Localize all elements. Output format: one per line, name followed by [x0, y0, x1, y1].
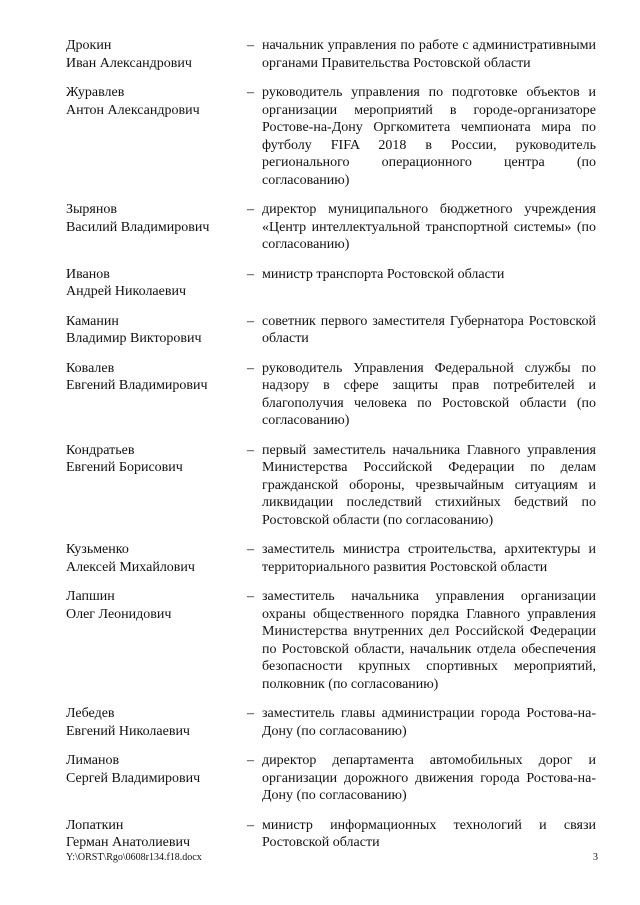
member-name — [66, 588, 244, 623]
dash-separator: – — [247, 266, 254, 282]
member-position: министр транспорта Ростовской области — [262, 266, 505, 282]
member-given-name: Антон Александрович — [66, 102, 200, 118]
member-name — [66, 752, 244, 787]
dash-separator: – — [247, 542, 254, 557]
dash-separator: – — [247, 442, 254, 458]
member-name — [66, 37, 244, 72]
member-surname: Лебедев — [66, 706, 115, 721]
member-surname: Кузьменко — [66, 542, 129, 557]
member-surname: Лиманов — [66, 753, 120, 768]
member-position: заместитель министра строительства, архитектуры и территориального развития Ростовской области — [262, 542, 596, 575]
member-surname: Журавлев — [66, 85, 125, 100]
member-entry-kovalev — [66, 360, 596, 430]
member-position: начальник управления по работе с административными органами Правительства Ростовской области — [262, 38, 596, 71]
dash-separator: – — [247, 38, 254, 53]
dash-separator: – — [247, 753, 254, 768]
member-position: министр информационных технологий и связи Ростовской области — [262, 817, 596, 850]
member-list — [66, 37, 596, 852]
member-position: руководитель Управления Федеральной службы по надзору в сфере защиты прав потребителей и благополучия человека по Ростовской области (по согласованию) — [262, 360, 596, 428]
member-given-name: Евгений Николаевич — [66, 723, 190, 739]
footer-file-path: Y:\ORST\Rgo\0608r134.f18.docx — [66, 852, 202, 863]
member-surname: Ковалев — [66, 360, 115, 376]
member-entry-lebedev — [66, 705, 596, 740]
member-position: директор муниципального бюджетного учреждения «Центр интеллектуальной транспортной системы» (по согласованию) — [262, 202, 596, 252]
member-entry-kondratyev — [66, 442, 596, 530]
member-name — [66, 266, 244, 301]
member-given-name: Герман Анатолиевич — [66, 835, 191, 850]
member-position: руководитель управления по подготовке объектов и организации мероприятий в городе-организаторе Ростове-на-Дону Оргкомитета чемпионата мира по футболу FIFA 2018 в России, руководитель регионального операционного центра (по согласованию) — [262, 85, 596, 188]
member-name — [66, 705, 244, 740]
member-position: заместитель начальника управления организации охраны общественного порядка Главного управления Министерства внутренних дел Российской Федерации по Ростовской области, начальник отдела обеспечения безопасности крупных спортивных мероприятий, полковник (по согласованию) — [262, 589, 596, 692]
member-entry-lopatkin — [66, 817, 596, 852]
dash-separator: – — [247, 817, 254, 833]
member-position: первый заместитель начальника Главного управления Министерства Российской Федерации по делам гражданской обороны, чрезвычайным ситуациям и ликвидации последствий стихийных бедствий по Ростовской области (по согласованию) — [262, 442, 596, 528]
member-entry-zyryanov — [66, 201, 596, 254]
member-surname: Иванов — [66, 266, 110, 282]
member-given-name: Андрей Николаевич — [66, 284, 186, 299]
member-entry-kuzmenko — [66, 541, 596, 576]
member-given-name: Алексей Михайлович — [66, 559, 195, 575]
member-surname: Каманин — [66, 313, 119, 329]
member-surname: Лапшин — [66, 589, 115, 604]
member-entry-ivanov — [66, 266, 596, 301]
page-number: 3 — [593, 852, 598, 863]
dash-separator: – — [247, 202, 254, 217]
dash-separator: – — [247, 313, 254, 329]
member-given-name: Иван Александрович — [66, 55, 192, 71]
member-surname: Кондратьев — [66, 442, 135, 458]
member-given-name: Владимир Викторович — [66, 331, 202, 346]
member-entry-limanov — [66, 752, 596, 805]
member-given-name: Василий Владимирович — [66, 219, 210, 235]
dash-separator: – — [247, 85, 254, 100]
member-surname: Зырянов — [66, 202, 117, 217]
member-position: заместитель главы администрации города Ростова-на-Дону (по согласованию) — [262, 706, 596, 739]
member-position: директор департамента автомобильных дорог и организации дорожного движения города Ростова-на-Дону (по согласованию) — [262, 753, 596, 803]
member-entry-zhuravlev — [66, 84, 596, 189]
member-entry-drokin — [66, 37, 596, 72]
member-name — [66, 442, 244, 477]
member-surname: Лопаткин — [66, 817, 124, 833]
member-name — [66, 84, 244, 119]
member-surname: Дрокин — [66, 38, 112, 53]
member-name — [66, 201, 244, 236]
member-name — [66, 817, 244, 852]
dash-separator: – — [247, 360, 254, 376]
member-name — [66, 313, 244, 348]
member-given-name: Евгений Борисович — [66, 460, 183, 475]
member-given-name: Сергей Владимирович — [66, 770, 201, 786]
member-entry-kamanin — [66, 313, 596, 348]
dash-separator: – — [247, 706, 254, 721]
member-name — [66, 541, 244, 576]
dash-separator: – — [247, 589, 254, 604]
member-given-name: Олег Леонидович — [66, 606, 172, 622]
member-entry-lapshin — [66, 588, 596, 693]
member-name — [66, 360, 244, 395]
member-given-name: Евгений Владимирович — [66, 378, 208, 393]
member-position: советник первого заместителя Губернатора Ростовской области — [262, 313, 596, 346]
